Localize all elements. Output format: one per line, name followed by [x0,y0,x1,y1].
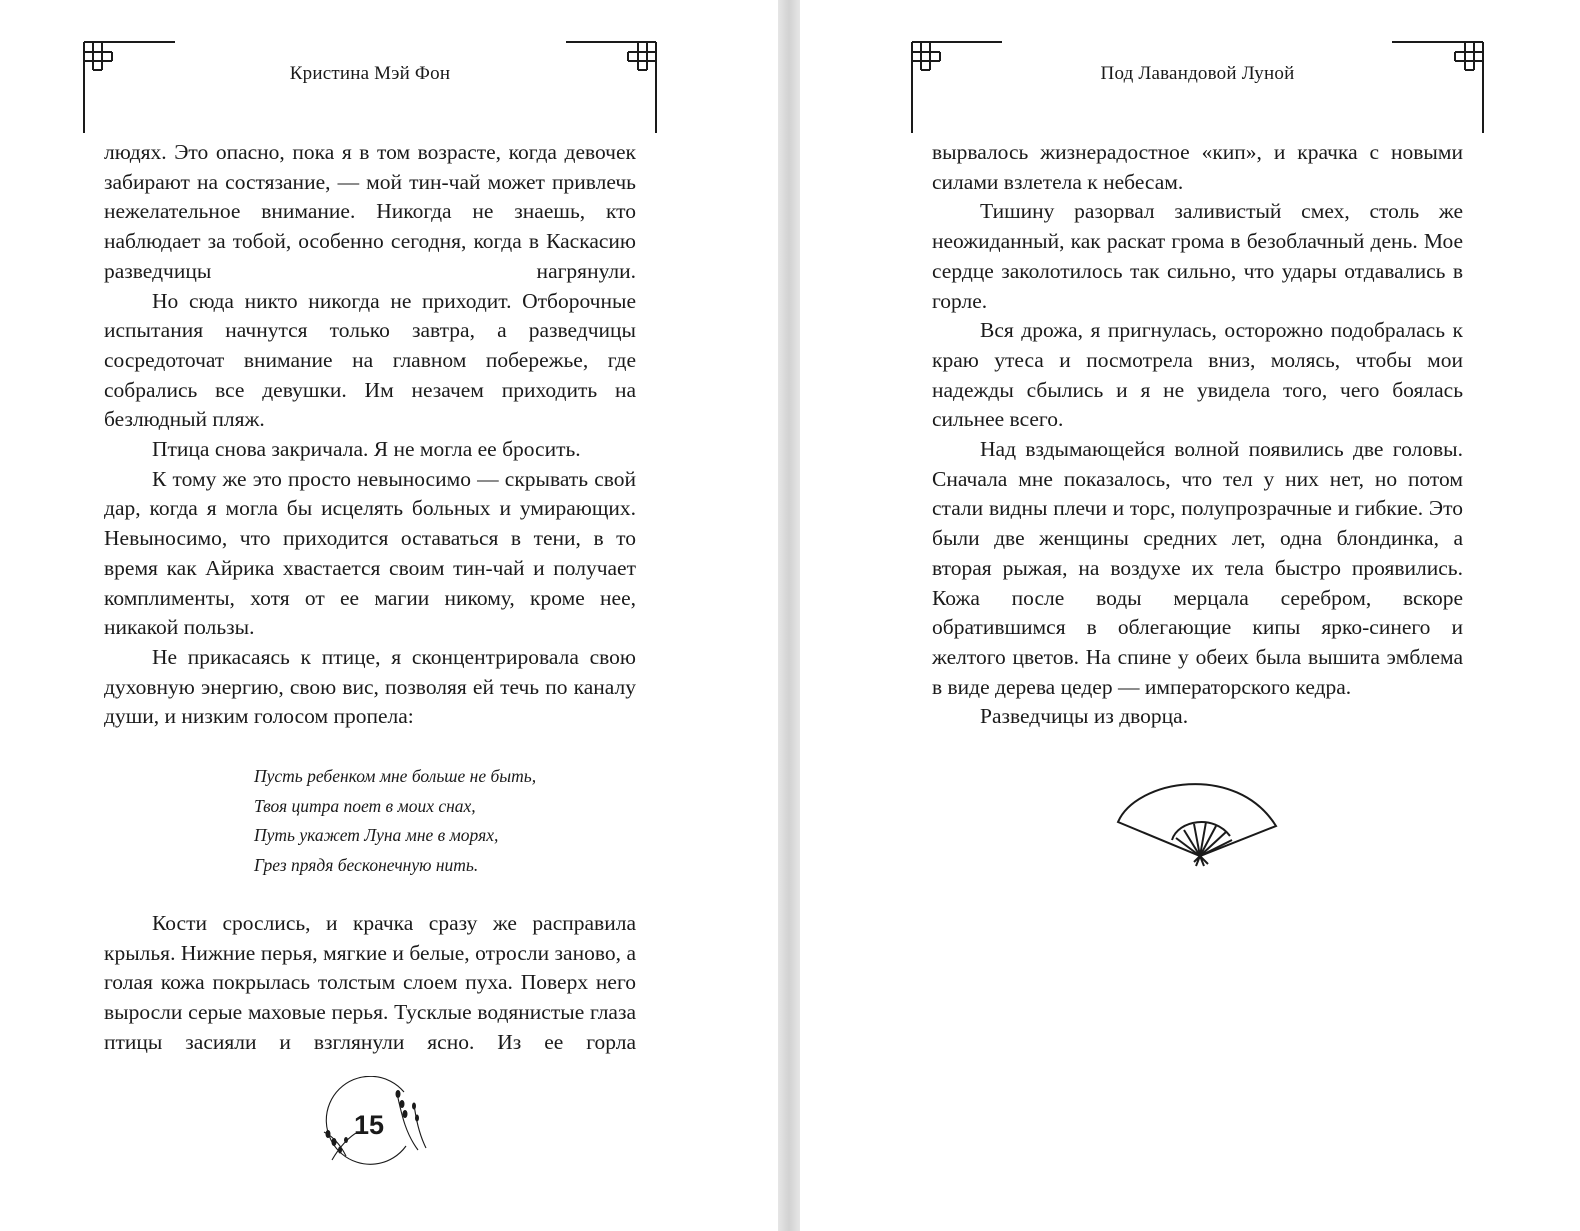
folding-fan-icon [1116,770,1280,870]
running-head-title: Под Лавандовой Луной [1100,63,1295,84]
paragraph: Птица снова закричала. Я не могла ее бросить. [152,437,581,462]
page-number: 15 [353,1110,385,1140]
poem [254,762,536,880]
right-page [800,0,1580,1231]
paragraph: Но сюда никто никогда не приходит. Отборочные испытания начнутся только завтра, а разведчицы сосредоточат внимание на главном побережье, где собрались все девушки. Им незачем приходить на безлюдный пляж. [104,288,636,432]
left-closing-text [104,909,636,1058]
paragraph: людях. Это опасно, пока я в том возрасте, когда девочек забирают на состязание, — мой тин-чай может привлечь нежелательное внимание. Никогда не знаешь, кто наблюдает за тобой, особенно сегодня, когда в Каскасию разведчицы нагрянули. [104,140,636,283]
paragraph: Тишину разорвал заливистый смех, столь же неожиданный, как раскат грома в безоблачный день. Мое сердце заколотилось так сильно, что удары отдавались в горле. [932,199,1463,313]
paragraph: Не прикасаясь к птице, я сконцентрировала свою духовную энергию, свою вис, позволяя ей течь по каналу души, и низким голосом пропела: [104,644,636,729]
right-body-text [932,138,1463,732]
paragraph: Кости срослись, и крачка сразу же расправила крылья. Нижние перья, мягкие и белые, отросли заново, а голая кожа покрылась толстым слоем пуха. Поверх него выросли серые маховые перья. Тусклые водянистые глаза птицы засияли и взглянули ясно. Из ее горла [104,911,636,1054]
paragraph: К тому же это просто невыносимо — скрывать свой дар, когда я могла бы исцелять больных и умирающих. Невыносимо, что приходится оставаться в тени, в то время как Айрика хвастается своим тин-чай и получает комплименты, хотя от ее магии никому, кроме нее, никакой пользы. [104,466,636,640]
paragraph: Над вздымающейся волной появились две головы. Сначала мне показалось, что тел у них нет, но потом стали видны плечи и торс, полупрозрачные и гибкие. Это были две женщины средних лет, одна блондинка, а вторая рыжая, на воздухе их тела быстро проявились. Кожа после воды мерцала серебром, вскоре обратившимся в облегающие кипы ярко-синего и желтого цветов. На спине у обеих была вышита эмблема в виде дерева цедер — императорского кедра. [932,437,1463,699]
paragraph: вырвалось жизнерадостное «кип», и крачка с новыми силами взлетела к небесам. [932,140,1463,194]
running-head-author: Кристина Мэй Фон [289,63,451,84]
poem-line: Пусть ребенком мне больше не быть, [254,766,537,786]
poem-line: Путь укажет Луна мне в морях, [254,825,499,845]
book-gutter [778,0,800,1231]
left-body-text [104,138,636,732]
paragraph: Разведчицы из дворца. [980,704,1189,729]
poem-line: Твоя цитра поет в моих снах, [254,795,476,816]
paragraph: Вся дрожа, я пригнулась, осторожно подобралась к краю утеса и посмотрела вниз, молясь, чтобы мои надежды сбылись и я не увидела того, чего боялась сильнее всего. [932,318,1463,432]
left-page [0,0,778,1231]
poem-line: Грез прядя бесконечную нить. [254,854,479,875]
